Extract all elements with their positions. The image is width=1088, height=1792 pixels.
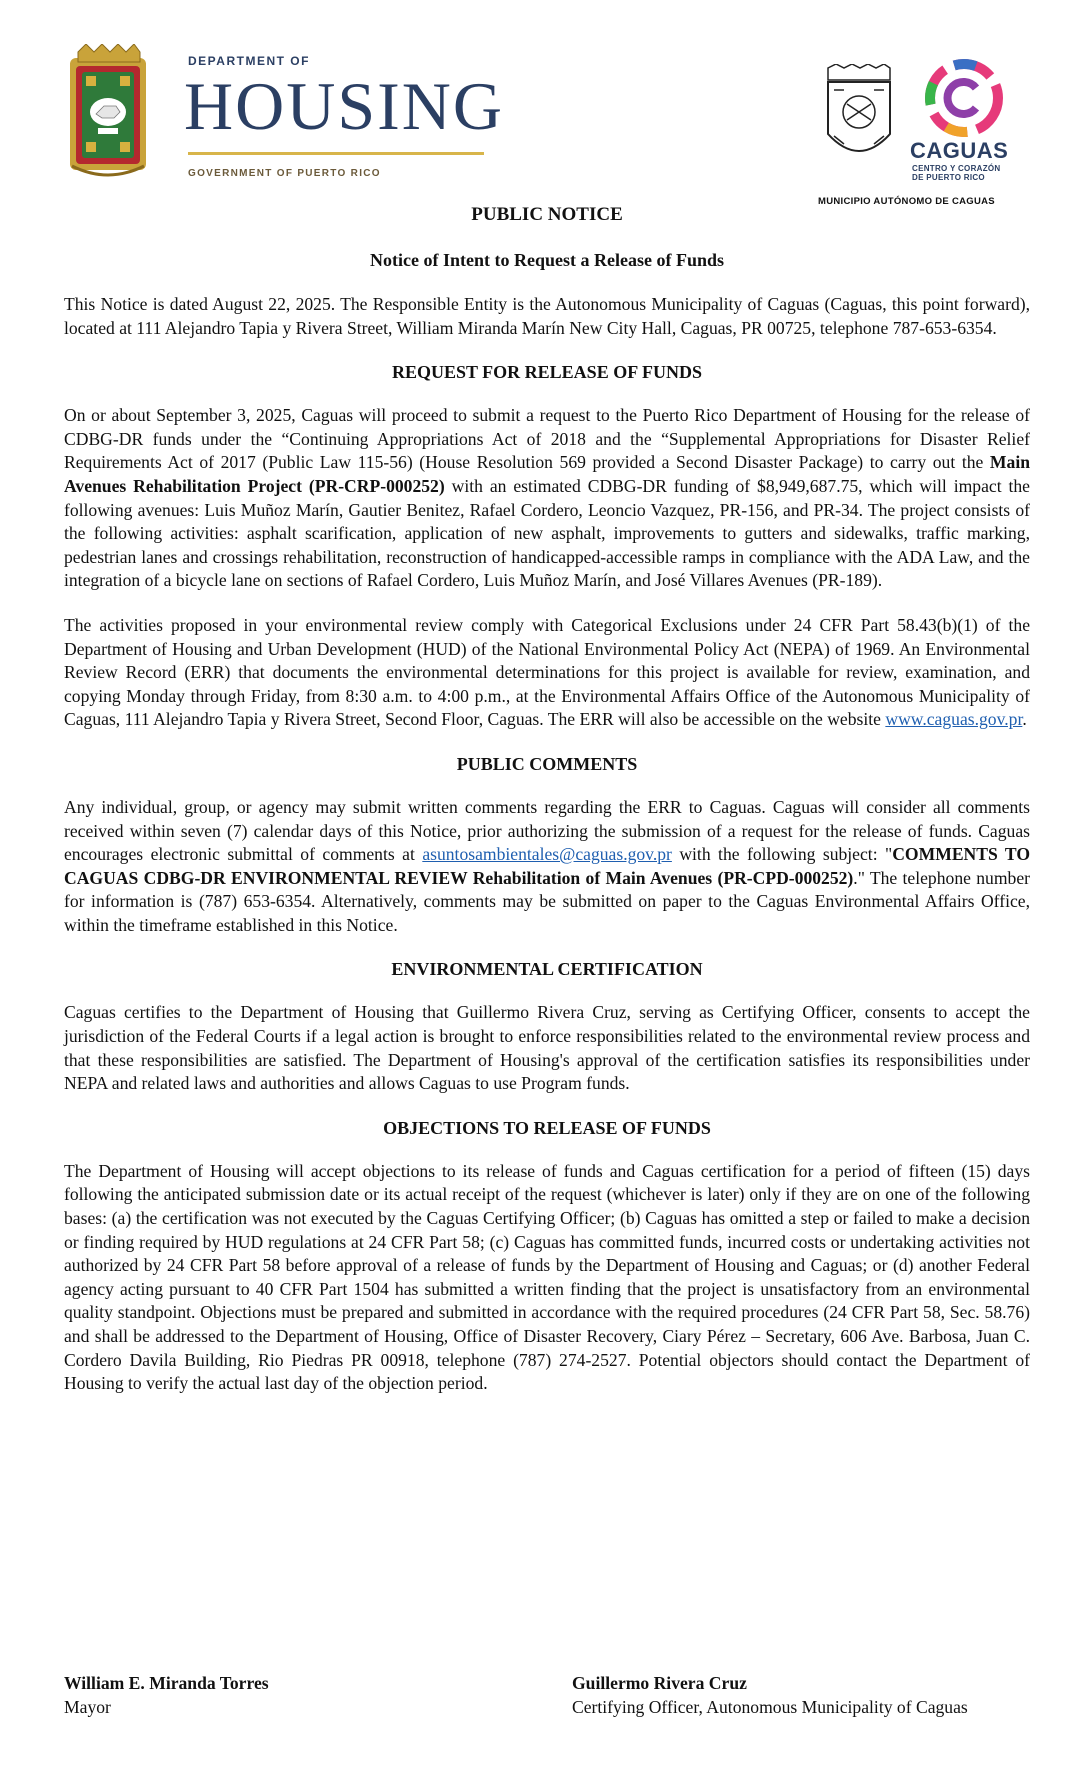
comments-email-link[interactable]: asuntosambientales@caguas.gov.pr xyxy=(422,844,672,865)
rrf-p1-text-b: with an estimated CDBG-DR funding of $8,949,687.75, which will impact the following avenues: Luis Muñoz Marín, Gautier Benitez, Rafael Cordero, Leoncio Vazquez, PR-156, and PR-34. The project consists of the following activities: asphalt scarification, application of new asphalt, improvements to gutters and sidewalks, traffic marking, pedestrian lanes and crossings rehabilitation, reconstruction of handicapped-accessible ramps in compliance with the ADA Law, and the integration of a bicycle lane on sections of Rafael Cordero, Luis Muñoz Marín, and José Villares Avenues (PR-189). xyxy=(64,475,1030,591)
department-of-label: DEPARTMENT OF xyxy=(188,54,310,68)
signature-block-certifying-officer xyxy=(572,1672,968,1719)
project-name: Main Avenues Rehabilitation Project (PR-CRP-000252) xyxy=(64,452,1030,496)
comments-subject: COMMENTS TO CAGUAS CDBG-DR ENVIRONMENTAL REVIEW Rehabilitation of Main Avenues (PR-CPD-000252) xyxy=(64,844,1031,888)
notice-body xyxy=(64,204,1030,1396)
comments-text-c: ." The telephone number for information is (787) 653-6354. Alternatively, comments may be submitted on paper to the Caguas Environmental Affairs Office, within the timeframe established in this Notice. xyxy=(64,867,1030,935)
intro-paragraph: This Notice is dated August 22, 2025. The Responsible Entity is the Autonomous Municipality of Caguas (Caguas, this point forward), located at 111 Alejandro Tapia y Rivera Street, William Miranda Marín New City Hall, Caguas, PR 00725, telephone 787-653-6354. xyxy=(64,294,1030,338)
rrf-p1-text-a: On or about September 3, 2025, Caguas will proceed to submit a request to the Puerto Rico Department of Housing for the release of CDBG-DR funds under the “Continuing Appropriations Act of 2018 and the “Supplemental Appropriations for Disaster Relief Requirements Act of 2017 (Public Law 115-56) (House Resolution 569 provided a Second Disaster Package) to carry out the xyxy=(64,405,1030,473)
rrf-p2-text-a: The activities proposed in your environmental review comply with Categorical Exclusions under 24 CFR Part 58.43(b)(1) of the Department of Housing and Urban Development (HUD) of the National Environmental Policy Act (NEPA) of 1969. An Environmental Review Record (ERR) that documents the environmental determinations for this project is available for review, examination, and copying Monday through Friday, from 8:30 a.m. to 4:00 p.m., at the Environmental Affairs Office of the Autonomous Municipality of Caguas, 111 Alejandro Tapia y Rivera Street, Second Floor, Caguas. The ERR will also be accessible on the website xyxy=(64,614,1030,730)
caguas-seal-icon xyxy=(820,64,896,174)
housing-wordmark: HOUSING xyxy=(184,68,504,144)
municipio-autonomo-label: MUNICIPIO AUTÓNOMO DE CAGUAS xyxy=(818,196,995,207)
caguas-tagline xyxy=(912,164,1001,182)
objections-heading: OBJECTIONS TO RELEASE OF FUNDS xyxy=(383,1117,711,1138)
logo-divider xyxy=(188,152,484,155)
caguas-wordmark: CAGUAS xyxy=(910,138,1009,163)
signature-block-mayor xyxy=(64,1672,269,1719)
public-comments-heading: PUBLIC COMMENTS xyxy=(456,753,638,774)
objections-paragraph: The Department of Housing will accept objections to its release of funds and Caguas certification for a period of fifteen (15) days following the anticipated submission date or its actual receipt of the request (whichever is later) only if they are on one of the following bases: (a) the certification was not executed by the Caguas Certifying Officer; (b) Caguas has omitted a step or failed to make a decision or finding required by HUD regulations at 24 CFR Part 58; (c) Caguas has committed funds, incurred costs or undertaking activities not authorized by 24 CFR Part 58 before approval of a release of funds by the Department of Housing and Caguas; or (d) another Federal agency acting pursuant to 40 CFR Part 1504 has submitted a written finding that the project is unsatisfactory from an environmental quality standpoint. Objections must be prepared and submitted in accordance with the required procedures (24 CFR Part 58, Sec. 58.76) and shall be addressed to the Department of Housing, Office of Disaster Recovery, Ciary Pérez – Secretary, 606 Ave. Barbosa, Juan C. Cordero Davila Building, Rio Piedras PR 00918, telephone (787) 274-2527. Potential objectors should contact the Department of Housing to verify the actual last day of the objection period. xyxy=(64,1160,1030,1394)
caguas-tagline-line1: CENTRO Y CORAZÓN xyxy=(912,164,1001,173)
caguas-website-link[interactable]: www.caguas.gov.pr xyxy=(885,709,1023,730)
signer-title: Certifying Officer, Autonomous Municipality of Caguas xyxy=(572,1696,968,1717)
signer-name: Guillermo Rivera Cruz xyxy=(572,1673,747,1693)
comments-text-b: with the following subject: " xyxy=(671,844,893,865)
rrf-paragraph-2 xyxy=(64,614,1030,732)
caguas-municipality-logo xyxy=(818,58,1028,208)
department-of-housing-logo xyxy=(64,44,504,194)
caguas-tagline-line2: DE PUERTO RICO xyxy=(912,173,985,182)
page-title: PUBLIC NOTICE xyxy=(471,204,623,225)
government-of-puerto-rico-label: GOVERNMENT OF PUERTO RICO xyxy=(188,168,381,179)
environmental-certification-paragraph: Caguas certifies to the Department of Housing that Guillermo Rivera Cruz, serving as Certifying Officer, consents to accept the jurisdiction of the Federal Courts if a legal action is brought to enforce responsibilities related to the environmental review process and that these responsibilities are satisfied. The Department of Housing's approval of the certification satisfies its responsibilities under NEPA and related laws and authorities and allows Caguas to use Program funds. xyxy=(64,1002,1030,1094)
signer-name: William E. Miranda Torres xyxy=(64,1673,269,1693)
comments-text-a: Any individual, group, or agency may submit written comments regarding the ERR to Caguas. Caguas will consider all comments received within seven (7) calendar days of this Notice, prior authorizing the submission of a request for the release of funds. Caguas encourages electronic submittal of comments at xyxy=(64,796,1030,865)
caguas-c-emblem-icon xyxy=(924,58,1004,138)
puerto-rico-coat-of-arms-icon xyxy=(64,44,152,184)
rrf-paragraph-1 xyxy=(64,404,1030,593)
rrf-p2-text-b: . xyxy=(1022,709,1027,730)
notice-subtitle: Notice of Intent to Request a Release of Funds xyxy=(370,250,724,270)
environmental-certification-heading: ENVIRONMENTAL CERTIFICATION xyxy=(391,959,703,980)
signer-title: Mayor xyxy=(64,1696,111,1717)
public-comments-paragraph xyxy=(64,796,1030,938)
rrf-heading: REQUEST FOR RELEASE OF FUNDS xyxy=(391,362,703,383)
